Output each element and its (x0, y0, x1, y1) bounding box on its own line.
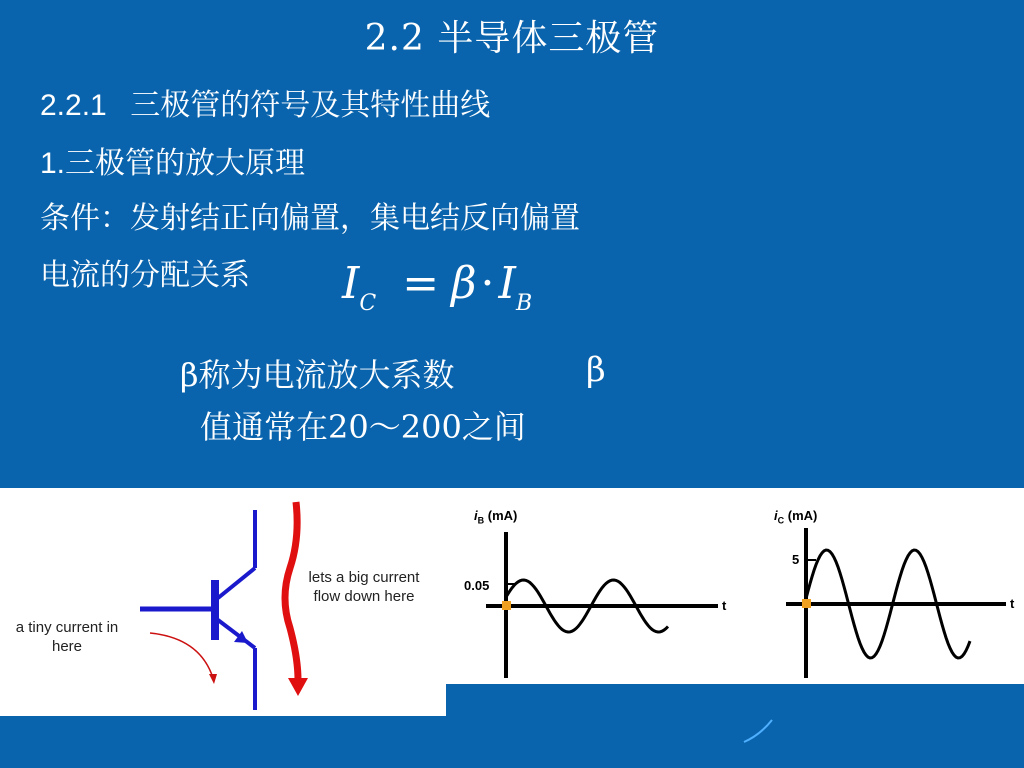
ic-tick-label: 5 (792, 552, 800, 567)
waveforms-svg (446, 488, 1024, 684)
formula-ib-sub: B (515, 291, 533, 316)
ic-origin-marker (802, 599, 811, 608)
formula-equals: = (402, 258, 440, 309)
beta-description: β称为电流放大系数 (180, 356, 455, 394)
collector-diagonal (218, 568, 255, 598)
section-title: 三极管的符号及其特性曲线 (130, 88, 491, 123)
subsection-heading (40, 138, 305, 182)
big-current-note: lets a big current flow down here (308, 569, 420, 605)
ib-tick-label: 0.05 (464, 578, 490, 593)
formula-ic-sub: C (359, 291, 377, 316)
big-current-arrow (285, 502, 298, 680)
ib-origin-marker (502, 601, 511, 610)
tiny-current-note: a tiny current in here (15, 619, 119, 655)
formula-ib: I (498, 258, 516, 309)
ic-ylabel: $i_C$ (mA) (774, 508, 818, 526)
formula-dot: · (480, 258, 495, 309)
formula-beta: β (451, 258, 477, 309)
section-number: 2.2.1 (40, 89, 107, 122)
formula-ic: I (342, 258, 360, 309)
graph-ib (486, 532, 718, 678)
distribution-label: 电流的分配关系 (40, 258, 250, 293)
page-title: 2.2 半导体三极管 (364, 18, 660, 59)
graph-ic (786, 528, 1006, 678)
condition-text: 条件：发射结正向偏置，集电结反向偏置 (40, 201, 580, 236)
small-current-arrow (150, 633, 213, 678)
section-heading (40, 80, 490, 124)
beta-symbol: β (586, 350, 606, 390)
transistor-diagram (0, 488, 446, 716)
current-formula (342, 258, 532, 316)
emitter-diagonal (218, 620, 255, 648)
subsection-title: 三极管的放大原理 (65, 146, 306, 181)
subsection-number: 1. (40, 147, 66, 180)
ib-ylabel: $i_B$ (mA) (474, 508, 518, 526)
ib-xlabel: t (722, 598, 727, 613)
ic-xlabel: t (1010, 596, 1015, 611)
waveform-graphs (446, 488, 1024, 684)
beta-range: 值通常在20～200之间 (200, 408, 526, 446)
